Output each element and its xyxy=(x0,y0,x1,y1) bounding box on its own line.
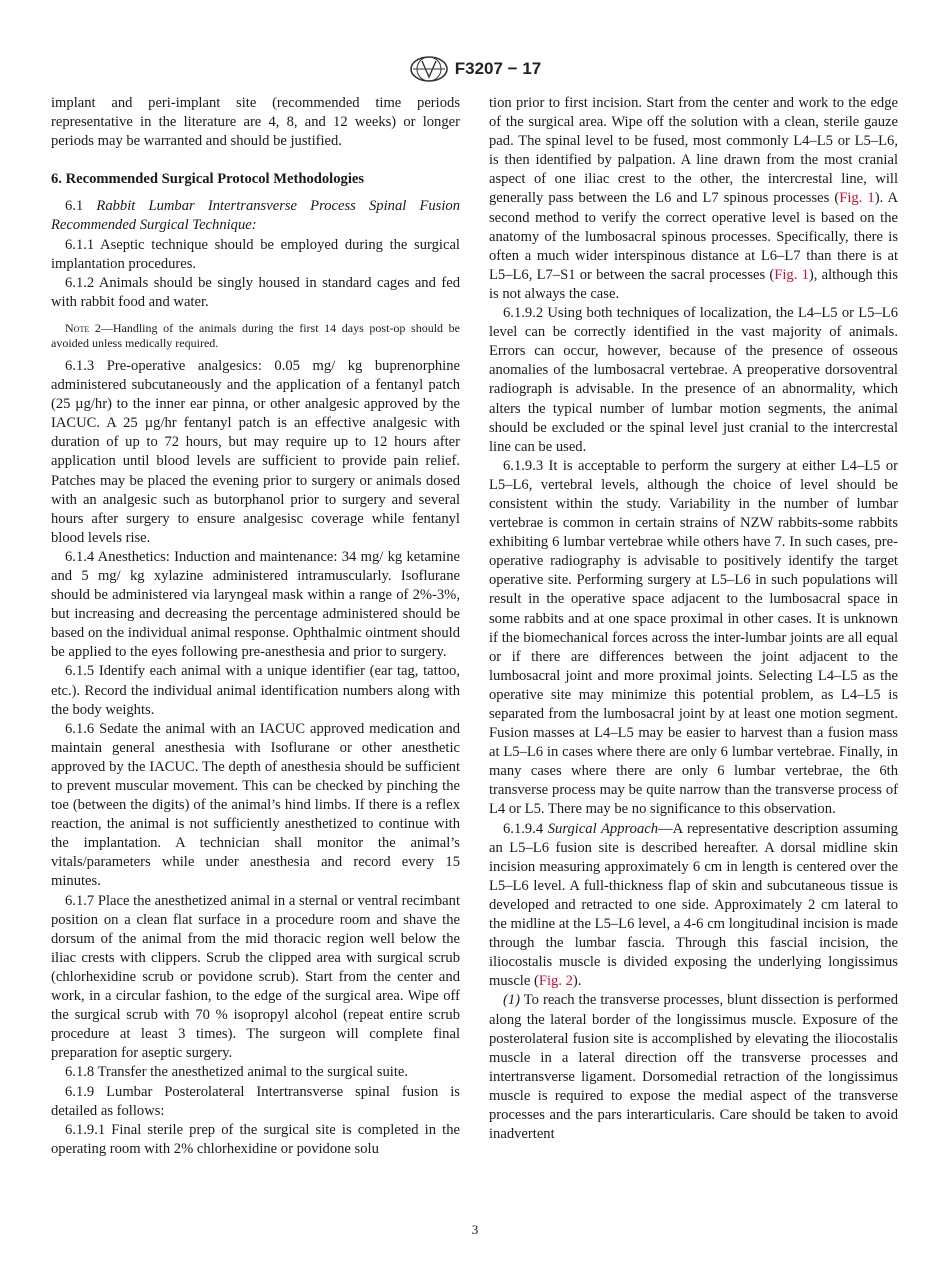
paragraph-6-1-9-3: 6.1.9.3 It is acceptable to perform the surgery at either L4–L5 or L5–L6, vertebral levels, although the choice of level should be consistent within the study. Variability in the number of lumbar vertebrae is common in certain strains of NZW rabbits-some rabbits exhibiting 6 lumbar vertebrae while others have 7. In such cases, pre-operative radiography is advisable to positively identify the target operative site. Performing surgery at L5–L6 in such populations will result in the operative space adjacent to the lumbosacral space in some rabbits and at one space proximal in other cases. It is unknown if the biomechanical forces across the inter-lumbar joints are all equal or if there are differences between the joint adjacent to the lumbosacral joint and more proximal joints. Selecting L4–L5 as the operative site may minimize this potential problem, as L4–L5 is separated from the lumbosacral joint by at least one motion segment. Fusion masses at L4–L5 may be easier to harvest than a fusion mass at L5–L6 in cases where there are only 6 lumbar vertebrae. Finally, in many cases where there are only 6 lumbar vertebrae, the 6th transverse process may be quite narrow than the transverse process of L4 or L5. There may be no significance to this observation. xyxy=(489,457,898,818)
page-header xyxy=(0,56,950,82)
text-run: ), although this is not always the case. xyxy=(489,266,898,302)
paragraph-6-1-6: 6.1.6 Sedate the animal with an IACUC approved medication and maintain general anesthesia with Isoflurane or other anesthetic approved by the IACUC. The depth of anesthesia should be sufficient to prevent muscular movement. This can be checked by pinching the toe (between the digits) of the animal’s hind limbs. If there is a reflex reaction, the animal is not sufficiently anesthetized to continue with the implantation. A technician shall monitor the animal’s vitals/parameters while under anesthesia and record every 15 minutes. xyxy=(51,720,460,890)
paragraph-6-1-9-4 xyxy=(489,820,898,992)
paragraph-6-1-5: 6.1.5 Identify each animal with a unique identifier (ear tag, tattoo, etc.). Record the individual animal identification numbers along with the body weights. xyxy=(51,663,460,718)
fig-2-link[interactable]: Fig. 2 xyxy=(538,973,573,990)
paragraph-number: 6.1 xyxy=(65,198,84,215)
astm-logo-icon xyxy=(409,56,449,82)
continued-paragraph: implant and peri-implant site (recommended time periods representative in the literature are 4, 8, and 12 weeks) or longer periods may be warranted and should be justified. xyxy=(51,95,460,150)
paragraph-6-1-8: 6.1.8 Transfer the anesthetized animal to the surgical suite. xyxy=(65,1064,409,1081)
paragraph-1 xyxy=(489,991,898,1144)
text-run: —A representative description assuming an L5–L6 fusion site is described hereafter. A dorsal midline skin incision measuring approximately 6 cm in length is centered over the L5–L6 level. A full-thickness flap of skin and subcutaneous tissue is developed and retracted to one side. Approximately 2 cm lateral to the midline at the L5–L6 level, a 4-6 cm longitudinal incision is made through the lumbar fascia. Through this fascial incision, the iliocostalis muscle is divided exposing the underlying longissimus muscle ( xyxy=(489,820,899,990)
paragraph-6-1 xyxy=(51,197,460,235)
note-label: Note 2 xyxy=(65,320,101,335)
fig-1-link[interactable]: Fig. 1 xyxy=(839,190,875,207)
paragraph-6-1-4: 6.1.4 Anesthetics: Induction and maintenance: 34 mg/ kg ketamine and 5 mg/ kg xylazine administered intramuscularly. Isoflurane should be administered via laryngeal mask within a range of 2%-3%, but increasing and decreasing the percentage administered should be based on the individual animal response. Ophthalmic ointment should be applied to the eyes following pre-anesthesia and prior to surgery. xyxy=(51,548,460,661)
paragraph-number: (1) xyxy=(503,992,521,1009)
paragraph-6-1-2: 6.1.2 Animals should be singly housed in standard cages and fed with rabbit food and water. xyxy=(51,274,460,310)
text-run: To reach the transverse processes, blunt dissection is performed along the lateral border of the longissimus muscle. Exposure of the posterolateral fusion site is accomplished by elevating the iliocostalis muscle in a lateral direction off the transverse processes and intertransverse ligament. Dorsomedial retraction of the longissimus muscle is required to expose the medial aspect of the transverse processes and the pars interarticularis. Care should be taken to avoid inadvertent xyxy=(489,992,898,1143)
paragraph-6-1-1: 6.1.1 Aseptic technique should be employed during the surgical implantation procedures. xyxy=(51,236,460,272)
paragraph-6-1-7: 6.1.7 Place the anesthetized animal in a sternal or ventral recimbant position on a clean flat surface in a procedure room and shave the dorsum of the animal from the mid thoracic region well below the iliac crests with clippers. Scrub the clipped area with surgical scrub (chlorhexidine scrub or povidone scrub). Start from the center and work, in a circular fashion, to the edge of the surgical area. Wipe off the surgical scrub with 70 % isopropyl alcohol (repeat entire scrub procedure at least 3 times). The surgeon will complete final preparation for aseptic surgery. xyxy=(51,892,460,1062)
paragraph-number: 6.1.9.4 xyxy=(503,820,544,837)
page-number: 3 xyxy=(471,1222,479,1237)
paragraph-6-1-9: 6.1.9 Lumbar Posterolateral Intertransverse spinal fusion is detailed as follows: xyxy=(51,1083,460,1119)
paragraph-title: Rabbit Lumbar Intertransverse Process Spinal Fusion Recommended Surgical Technique: xyxy=(51,198,460,234)
document-id: F3207 − 17 xyxy=(454,59,542,78)
note-2 xyxy=(51,321,460,351)
paragraph-6-1-9-1: 6.1.9.1 Final sterile prep of the surgical site is completed in the operating room with 2% chlorhexidine or povidone solu xyxy=(51,1121,460,1157)
text-run: tion prior to first incision. Start from the center and work to the edge of the surgical area. Wipe off the solution with a clean, sterile gauze pad. The spinal level to be fused, most commonly L4–L5 or L5–L6, is then identified by palpation. A line drawn from the most cranial aspect of one iliac crest to the other, the intercrestal line, will generally pass between the L6 and L7 spinous processes ( xyxy=(489,95,898,207)
left-column xyxy=(51,94,460,1159)
fig-1-link[interactable]: Fig. 1 xyxy=(774,266,809,283)
continued-paragraph-6-1-9-1 xyxy=(489,94,898,304)
paragraph-title: Surgical Approach xyxy=(547,820,659,837)
text-run: ). xyxy=(572,973,582,990)
section-heading: 6. Recommended Surgical Protocol Methodologies xyxy=(51,171,365,188)
right-column xyxy=(489,94,898,1144)
paragraph-6-1-3: 6.1.3 Pre-operative analgesics: 0.05 mg/ kg buprenorphine administered subcutaneously and the application of a fentanyl patch (25 µg/hr) to the inner ear pinna, or other analgesic approved by the IACUC. A 25 µg/hr fentanyl patch is an effective analgesic with duration of up to 72 hours, but may require up to 12 hours after application until blood levels are sufficient to provide pain relief. Patches may be placed the evening prior to surgery or animals dosed with an analgesic such as butorphanol prior to surgery and several hours after surgery to ensure analgesisc coverage while fentanyl blood levels rise. xyxy=(51,357,460,546)
paragraph-6-1-9-2: 6.1.9.2 Using both techniques of localization, the L4–L5 or L5–L6 level can be correctly identified in the vast majority of animals. Errors can occur, however, because of the presence of osseous anomalies of the lumbosacral vertebrae. A preoperative dorsoventral radiograph is advisable. In the presence of an abnormality, which alters the typical number of lumbar motion segments, the animal should be excluded or the spinal level just cranial to the intercrestal line can be used. xyxy=(489,305,898,455)
text-run: ). A second method to verify the correct operative level is based on the anatomy of the lumbosacral spinous processes. Specifically, there is often a much wider interspinous distance at L6–L7 than there is at L5–L6, L7–S1 or between the sacral processes ( xyxy=(489,190,898,283)
note-text: —Handling of the animals during the first 14 days post-op should be avoided unless medically required. xyxy=(51,320,460,350)
